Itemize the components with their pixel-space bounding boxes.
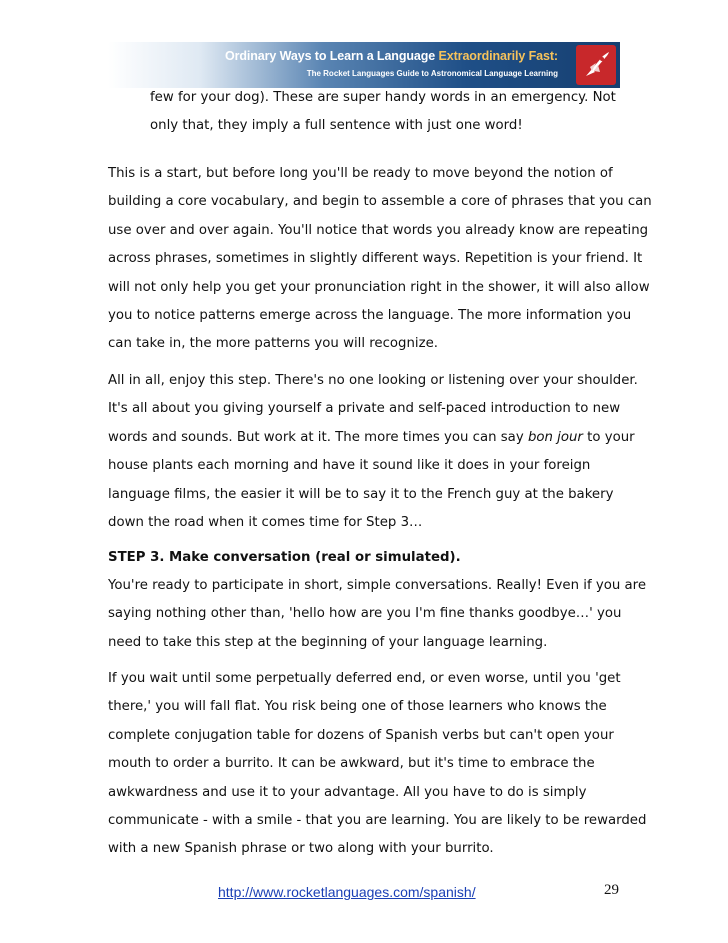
text-line: need to take this step at the beginning of your language learning. — [108, 634, 548, 650]
footer-url-link[interactable]: http://www.rocketlanguages.com/spanish/ — [218, 884, 476, 900]
text-line — [108, 424, 635, 452]
text-line: You're ready to participate in short, simple conversations. Really! Even if you are — [108, 578, 647, 593]
text-line: can take in, the more patterns you will recognize. — [108, 336, 439, 352]
text-line: down the road when it comes time for Step 3… — [108, 514, 423, 530]
page-number: 29 — [604, 882, 619, 898]
text-line: All in all, enjoy this step. There's no one looking or listening over your shoulder. — [108, 373, 638, 388]
text-line: language films, the easier it will be to say it to the French guy at the bakery — [108, 486, 614, 502]
text-line: building a core vocabulary, and begin to assemble a core of phrases that you can — [108, 194, 652, 210]
paragraph-enjoy-step — [108, 367, 638, 537]
text-line: use over and over again. You'll notice that words you already know are repeating — [108, 222, 649, 238]
section-heading: STEP 3. Make conversation (real or simulated). — [108, 550, 461, 565]
header-banner — [108, 42, 620, 88]
text-line: across phrases, sometimes in slightly different ways. Repetition is your friend. It — [108, 251, 643, 267]
banner-title-accent: Extraordinarily Fast: — [438, 49, 558, 63]
text-line: If you wait until some perpetually deferred end, or even worse, until you 'get — [108, 671, 621, 686]
text-segment: words and sounds. But work at it. The more times you can say — [108, 429, 528, 445]
text-line: there,' you will fall flat. You risk being one of those learners who knows the — [108, 699, 607, 715]
text-line: communicate - with a smile - that you are learning. You are likely to be rewarded — [108, 812, 647, 828]
text-line: only that, they imply a full sentence with just one word! — [150, 118, 523, 134]
banner-subtitle: The Rocket Languages Guide to Astronomical Language Learning — [306, 69, 558, 78]
text-segment: to your — [582, 429, 635, 445]
text-line: This is a start, but before long you'll be ready to move beyond the notion of — [108, 166, 613, 181]
text-line: It's all about you giving yourself a private and self-paced introduction to new — [108, 401, 621, 417]
banner-title-main: Ordinary Ways to Learn a Language — [224, 49, 439, 63]
paragraph-dont-wait — [108, 665, 647, 864]
banner-title — [225, 49, 558, 63]
text-line: will not only help you get your pronunciation right in the shower, it will also allow — [108, 279, 650, 295]
bullet-continuation — [150, 84, 630, 141]
text-line: with a new Spanish phrase or two along with your burrito. — [108, 841, 494, 857]
text-line: house plants each morning and have it sound like it does in your foreign — [108, 458, 591, 474]
text-line: mouth to order a burrito. It can be awkward, but it's time to embrace the — [108, 756, 595, 772]
text-line: awkwardness and use it to your advantage. All you have to do is simply — [108, 784, 587, 800]
paragraph-vocabulary — [108, 160, 652, 359]
paragraph-step3 — [108, 572, 647, 657]
rocket-icon — [576, 45, 616, 85]
italic-phrase: bon jour — [527, 429, 583, 445]
text-line: you to notice patterns emerge across the language. The more information you — [108, 307, 632, 323]
text-line: saying nothing other than, 'hello how are you I'm fine thanks goodbye…' you — [108, 606, 622, 622]
text-line: few for your dog). These are super handy words in an emergency. Not — [150, 90, 616, 105]
text-line: complete conjugation table for dozens of Spanish verbs but can't open your — [108, 727, 614, 743]
